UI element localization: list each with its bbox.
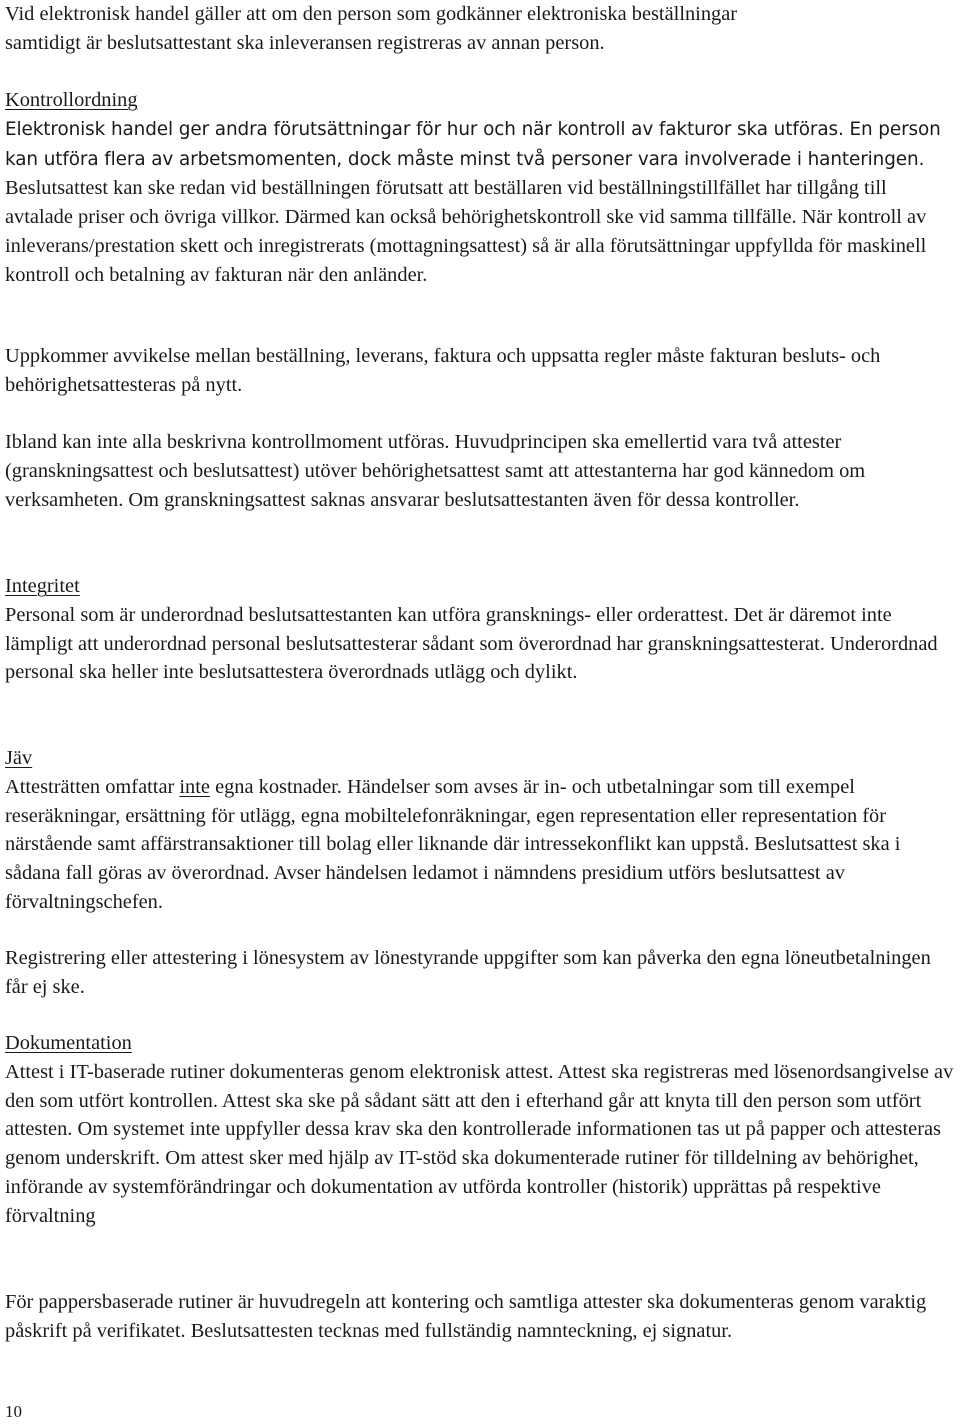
jav-heading: Jäv — [5, 747, 33, 769]
registrering-paragraph: Registrering eller attestering i lönesystem av lönestyrande uppgifter som kan påverka den egna löneutbetalningen får ej ske. — [5, 947, 931, 998]
avvikelse-paragraph: Uppkommer avvikelse mellan beställning, leverans, faktura och uppsatta regler måste fakturan besluts- och behörighetsattesteras på nytt. — [5, 345, 881, 396]
intro-paragraph — [5, 0, 957, 58]
kontrollordning-section — [5, 86, 957, 290]
page-number: 10 — [5, 1402, 22, 1421]
kontrollordning-sans-text: Elektronisk handel ger andra förutsättningar för hur och när kontroll av fakturor ska utföras. En person kan utföra flera av arbetsmomenten, dock måste minst två personer vara involverade i hanteringen. — [5, 118, 941, 170]
integritet-section — [5, 572, 957, 687]
jav-text-emphasis: inte — [179, 775, 210, 798]
dokumentation-section — [5, 1029, 957, 1231]
intro-line-1: Vid elektronisk handel gäller att om den person som godkänner elektroniska beställningar — [5, 3, 738, 25]
intro-line-2: samtidigt är beslutsattestant ska inleveransen registreras av annan person. — [5, 31, 605, 54]
dokumentation-heading: Dokumentation — [5, 1032, 132, 1054]
pappersbaserade-paragraph: För pappersbaserade rutiner är huvudregeln att kontering och samtliga attester ska dokumenteras genom varaktig påskrift på verifikatet. Beslutsattesten tecknas med fullständig namnteckning, ej signatur. — [5, 1291, 927, 1342]
jav-text-before: Attesträtten omfattar — [5, 775, 180, 798]
jav-section — [5, 744, 957, 917]
dokumentation-text: Attest i IT-baserade rutiner dokumenteras genom elektronisk attest. Attest ska registreras med lösenordsangivelse av den som utfört kontrollen. Attest ska ske på sådant sätt att den i efterhand går att knyta till den person som utfört attesten. Om systemet inte uppfyller dessa krav ska den kontrollerade informationen tas ut på papper och attesteras genom underskrift. Om attest sker med hjälp av IT-stöd ska dokumenterade rutiner för tilldelning av behörighet, införande av systemförändringar och dokumentation av utförda kontroller (historik) upprättas på respektive förvaltning — [5, 1060, 954, 1227]
integritet-text: Personal som är underordnad beslutsattestanten kan utföra gransknings- eller orderattest. Det är däremot inte lämpligt att underordnad personal beslutsattesterar sådant som överordnad har granskningsattesterat. Underordnad personal ska heller inte beslutsattestera överordnads utlägg och dylikt. — [5, 603, 938, 684]
kontrollordning-text: Beslutsattest kan ske redan vid beställningen förutsatt att beställaren vid beställningstillfället har tillgång till avtalade priser och övriga villkor. Därmed kan också behörighetskontroll ske vid samma tillfälle. När kontroll av inleverans/prestation skett och inregistrerats (mottagningsattest) så är alla förutsättningar uppfyllda för maskinell kontroll och betalning av fakturan när den anländer. — [5, 177, 927, 286]
kontrollordning-heading: Kontrollordning — [5, 89, 138, 111]
integritet-heading: Integritet — [5, 575, 80, 597]
jav-text-after: egna kostnader. Händelser som avses är in- och utbetalningar som till exempel reseräkningar, ersättning för utlägg, egna mobiltelefonräkningar, egen representation eller representation för närstående samt affärstransaktioner till bolag eller liknande där intressekonflikt kan uppstå. Beslutsattest ska i sådana fall göras av överordnad. Avser händelsen ledamot i nämndens presidium utförs beslutsattest av förvaltningschefen. — [5, 775, 901, 913]
ibland-paragraph: Ibland kan inte alla beskrivna kontrollmoment utföras. Huvudprincipen ska emellertid vara två attester (granskningsattest och beslutsattest) utöver behörighetsattest samt att attestanterna har god kännedom om verksamheten. Om granskningsattest saknas ansvarar beslutsattestanten även för dessa kontroller. — [5, 431, 866, 511]
